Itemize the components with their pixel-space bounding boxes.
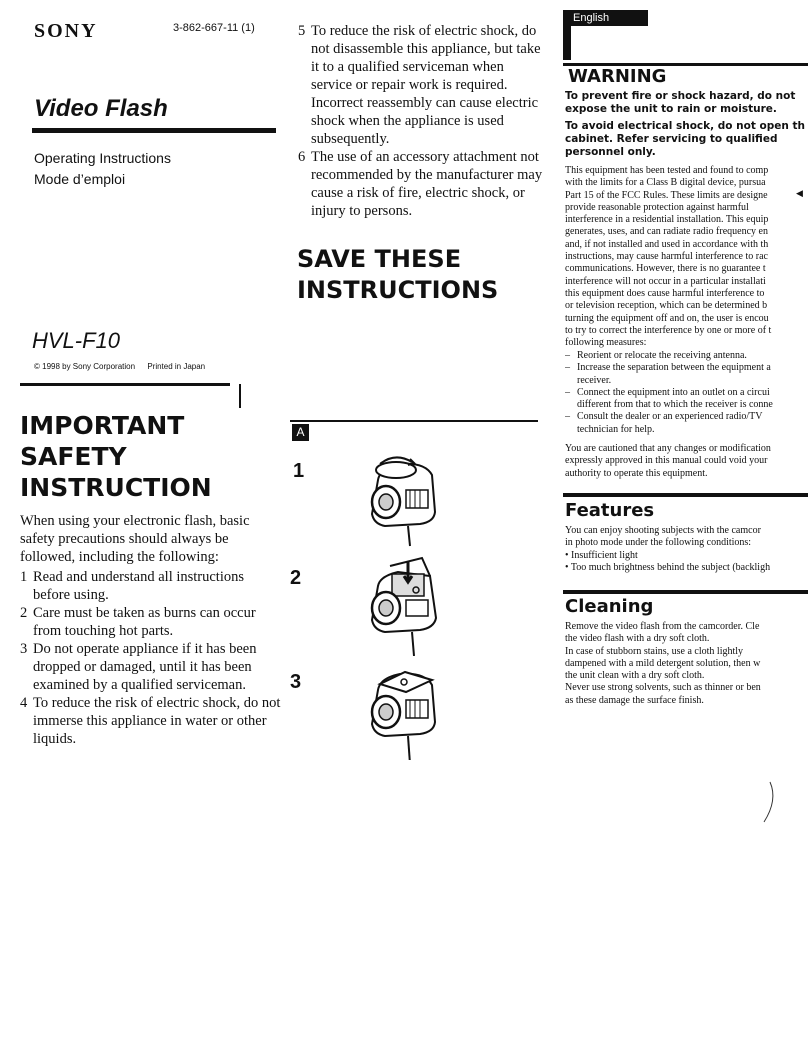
save-instructions-heading <box>297 244 498 306</box>
note-line: personnel only. <box>565 146 656 158</box>
bullet-icon: • <box>565 549 572 561</box>
printed-in: Printed in Japan <box>147 362 206 371</box>
text-line: Remove the video flash from the camcorder. Cle <box>565 621 760 632</box>
warning-note-rain <box>565 90 808 116</box>
item-number: 4 <box>20 695 28 711</box>
measure-item <box>565 387 808 399</box>
measure-item <box>565 424 808 436</box>
margin-mark <box>239 384 241 408</box>
measure-text: Reorient or relocate the receiving antenna. <box>577 350 747 361</box>
figure-label: A <box>292 424 309 441</box>
features-heading: Features <box>565 500 655 521</box>
brand-logo: SONY <box>34 20 98 42</box>
safety-heading-line: IMPORTANT <box>20 411 185 440</box>
text-line: You are cautioned that any changes or modification <box>565 443 771 454</box>
bullet-icon: • <box>565 561 571 573</box>
text-line: the video flash with a dry soft cloth. <box>565 633 710 645</box>
note-line: To avoid electrical shock, do not open th <box>565 120 805 132</box>
list-item <box>20 604 282 640</box>
item-text: To reduce the risk of electric shock, do not immerse this appliance in water or other liquids. <box>33 695 281 747</box>
list-item <box>20 694 282 748</box>
cleaning-text <box>565 621 808 707</box>
safety-heading-line: SAFETY <box>20 442 127 471</box>
text-line: to try to correct the interference by one or more of t <box>565 324 772 336</box>
flash-illustration-step2 <box>350 556 450 656</box>
section-rule <box>20 383 230 386</box>
part-number: 3-862-667-11 (1) <box>173 22 255 34</box>
measure-text: technician for help. <box>577 423 655 435</box>
text-line: as these damage the surface finish. <box>565 694 704 706</box>
fcc-measures <box>565 350 808 436</box>
warning-note-cabinet <box>565 120 808 159</box>
item-number: 6 <box>298 149 306 165</box>
safety-intro: When using your electronic flash, basic safety precautions should always be followed, including the following: <box>20 513 250 565</box>
cleaning-rule <box>563 590 808 594</box>
dash-bullet: – <box>565 362 570 374</box>
dash-bullet: – <box>565 350 570 361</box>
item-number: 3 <box>20 641 28 657</box>
scan-mark <box>760 780 780 825</box>
list-item <box>298 22 548 148</box>
item-text: Read and understand all instructions before using. <box>33 569 245 603</box>
text-line: with the limits for a Class B digital device, pursua <box>565 177 766 189</box>
language-bar <box>563 26 571 60</box>
margin-arrow-icon: ◀ <box>796 188 803 198</box>
text-line: provide reasonable protection against harmful <box>565 201 749 213</box>
text-line: following measures: <box>565 337 647 349</box>
list-item <box>20 640 282 694</box>
text-line: expressly approved in this manual could void your <box>565 455 768 467</box>
dash-bullet: – <box>565 386 570 398</box>
measure-item <box>565 350 808 362</box>
item-number: 1 <box>20 569 28 585</box>
text-line: In case of stubborn stains, use a cloth lightly <box>565 645 744 657</box>
text-line: You can enjoy shooting subjects with the camcor <box>565 525 761 536</box>
text-line: or television reception, which can be determined b <box>565 300 768 312</box>
text-line: dampened with a mild detergent solution, then w <box>565 657 761 669</box>
title-rule <box>32 128 276 133</box>
text-line: in photo mode under the following conditions: <box>565 537 752 549</box>
copyright-line <box>34 362 215 371</box>
warning-heading: WARNING <box>568 66 667 87</box>
features-text <box>565 525 808 574</box>
list-item <box>20 568 282 604</box>
feature-bullet <box>565 562 808 574</box>
measure-item <box>565 375 808 387</box>
fcc-caution <box>565 443 808 480</box>
measure-item <box>565 399 808 411</box>
text-line: This equipment has been tested and found to comp <box>565 165 769 176</box>
step-number: 1 <box>293 460 305 482</box>
text-line: the unit clean with a dry soft cloth. <box>565 670 705 682</box>
safety-list-part1 <box>20 568 282 748</box>
text-line: interference will not occur in a particular installati <box>565 275 766 287</box>
text-line: interference in a residential installation. This equip <box>565 214 769 226</box>
subtitle-line-en: Operating Instructions <box>34 150 171 166</box>
safety-heading-line: INSTRUCTION <box>20 473 212 502</box>
note-line: cabinet. Refer servicing to qualified <box>565 133 778 145</box>
model-number: HVL-F10 <box>32 328 121 353</box>
copyright: © 1998 by Sony Corporation <box>34 362 136 371</box>
save-heading-line: SAVE THESE <box>297 245 462 273</box>
text-line: generates, uses, and can radiate radio frequency en <box>565 226 768 238</box>
product-title: Video Flash <box>34 95 168 122</box>
features-rule <box>563 493 808 497</box>
item-text: To reduce the risk of electric shock, do not disassemble this appliance, but take it to a qualified serviceman when service or repair work is required. Incorrect reassembly can cause electric shock when the appliance is used subsequently. <box>311 23 541 147</box>
language-tab: English <box>563 10 648 26</box>
note-line: expose the unit to rain or moisture. <box>565 103 777 115</box>
text-line: this equipment does cause harmful interference to <box>565 287 765 299</box>
safety-heading <box>20 410 212 503</box>
flash-illustration-step3 <box>350 660 450 760</box>
step-number: 3 <box>290 671 302 693</box>
measure-text: Connect the equipment into an outlet on a circui <box>577 386 770 398</box>
item-text: Care must be taken as burns can occur from touching hot parts. <box>33 605 256 639</box>
note-line: To prevent fire or shock hazard, do not <box>565 90 796 102</box>
flash-illustration-step1 <box>350 450 450 550</box>
text-line: turning the equipment off and on, the user is encou <box>565 312 769 324</box>
item-text: The use of an accessory attachment not recommended by the manufacturer may cause a risk of fire, electric shock, or injury to persons. <box>311 149 543 219</box>
text-line: Never use strong solvents, such as thinner or ben <box>565 682 761 694</box>
measure-text: receiver. <box>577 374 612 386</box>
dash-bullet: – <box>565 411 570 423</box>
measure-item <box>565 411 808 423</box>
save-heading-line: INSTRUCTIONS <box>297 276 499 304</box>
item-number: 2 <box>20 605 28 621</box>
subtitle <box>34 148 171 190</box>
figure-rule <box>290 420 538 422</box>
safety-list-part2 <box>298 22 548 220</box>
list-item <box>298 148 548 220</box>
measure-text: different from that to which the receiver is conne <box>577 399 773 411</box>
item-number: 5 <box>298 23 306 39</box>
text-line: authority to operate this equipment. <box>565 467 708 479</box>
bullet-text: Too much brightness behind the subject (backligh <box>570 561 771 573</box>
step-number: 2 <box>290 567 302 589</box>
fcc-statement <box>565 165 808 349</box>
feature-bullet <box>565 550 808 562</box>
text-line: and, if not installed and used in accordance with th <box>565 238 769 250</box>
measure-text: Increase the separation between the equipment a <box>577 362 771 374</box>
text-line: Part 15 of the FCC Rules. These limits are designe <box>565 189 768 201</box>
measure-item <box>565 362 808 374</box>
item-text: Do not operate appliance if it has been dropped or damaged, until it has been examined by a qualified serviceman. <box>33 641 257 693</box>
text-line: instructions, may cause harmful interference to rac <box>565 251 768 263</box>
measure-text: Consult the dealer or an experienced radio/TV <box>577 411 763 423</box>
subtitle-line-fr: Mode d’emploi <box>34 171 126 187</box>
text-line: communications. However, there is no guarantee t <box>565 263 766 275</box>
bullet-text: Insufficient light <box>571 549 638 561</box>
cleaning-heading: Cleaning <box>565 596 654 617</box>
